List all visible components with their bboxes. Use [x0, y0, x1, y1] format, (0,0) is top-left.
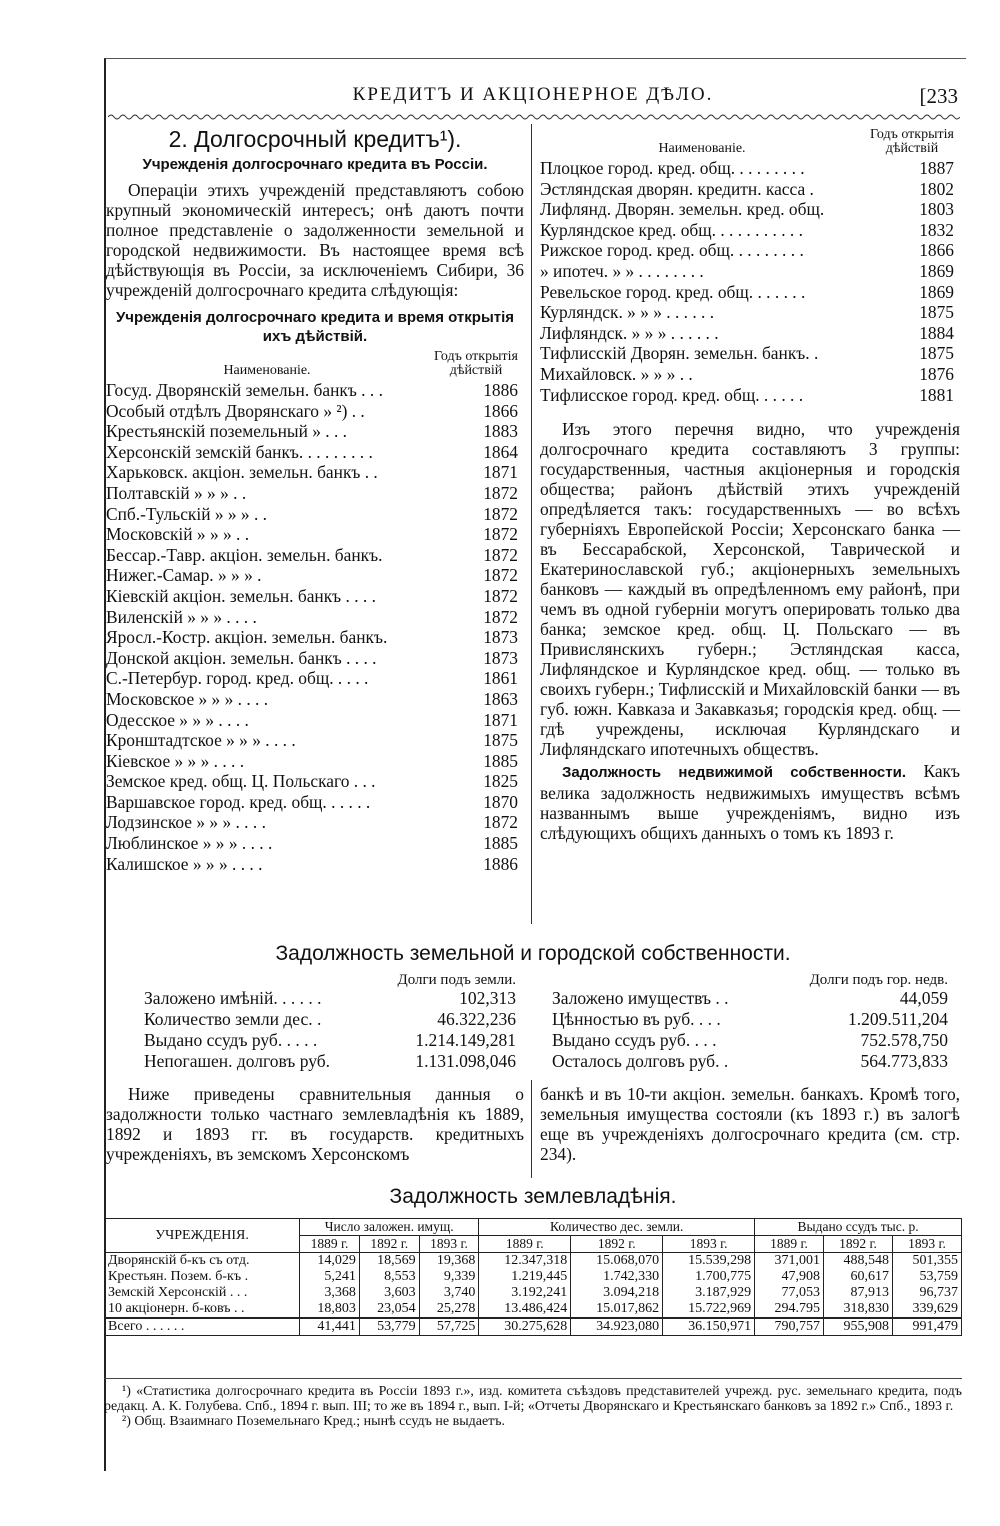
debt-row: [144, 1030, 516, 1051]
opening-year: 1872: [483, 503, 518, 524]
value-cell: 3.192,241: [479, 1285, 571, 1301]
institution-row: [106, 689, 524, 710]
institution-row: [106, 710, 524, 731]
value-cell: 14,029: [300, 1253, 360, 1270]
land-debt-header: Долги подъ земли.: [397, 972, 516, 988]
value-cell: 12.347,318: [479, 1253, 571, 1270]
debt-label: Количество земли дес. .: [144, 1009, 322, 1029]
institution-row: [540, 364, 960, 385]
institution-name: Донской акціон. земельн. банкъ . . . .: [106, 647, 377, 668]
opening-year: 1887: [919, 158, 954, 178]
institution-cell: Всего . . . . . .: [105, 1318, 300, 1336]
value-cell: 41,441: [300, 1318, 360, 1336]
institution-row: [540, 385, 960, 406]
debt-label: Непогашен. долговъ руб.: [144, 1051, 331, 1071]
value-cell: 36.150,971: [663, 1318, 755, 1336]
opening-year: 1861: [483, 668, 518, 689]
value-cell: 3,368: [300, 1285, 360, 1301]
column-divider: [531, 124, 532, 924]
section-subheading: Учрежденія долгосрочнаго кредита въ Россіи.: [142, 156, 488, 173]
year-header: 1893 г.: [663, 1236, 755, 1253]
debt-value: 102,313: [459, 988, 516, 1008]
debt-row: [144, 1009, 516, 1030]
opening-year: 1825: [483, 771, 518, 792]
value-cell: 19,368: [419, 1253, 479, 1270]
institution-row: [106, 442, 524, 463]
institution-row: [106, 545, 524, 566]
institution-cell: Дворянскій б-къ съ отд.: [105, 1253, 300, 1270]
institution-name: Московскій » » » . .: [106, 524, 250, 545]
value-cell: 15.017,862: [571, 1301, 663, 1318]
year-header: 1889 г.: [479, 1236, 571, 1253]
value-cell: 991,479: [892, 1318, 961, 1336]
debt-label: Осталось долговъ руб. .: [552, 1051, 729, 1071]
institution-name: Бессар.-Тавр. акціон. земельн. банкъ.: [106, 544, 383, 565]
institution-name: Нижег.-Самар. » » » .: [106, 565, 262, 586]
table-header: [540, 128, 960, 156]
col-year-header: Годъ открытія дѣйствій: [434, 349, 518, 378]
opening-year: 1883: [483, 421, 518, 442]
debt-paragraph-head: Задолжность недвижимой собственности.: [562, 764, 906, 782]
institution-name: Михайловск. » » » . .: [540, 363, 693, 384]
institution-name: Курляндское кред. общ. . . . . . . . . . .: [540, 219, 803, 240]
value-cell: 18,569: [359, 1253, 419, 1270]
debt-label: Выдано ссудъ руб. . . .: [552, 1030, 717, 1050]
opening-year: 1872: [483, 812, 518, 833]
table-title: Учрежденія долгосрочнаго кредита и время открытія ихъ дѣйствій.: [115, 309, 515, 345]
below-right-text: [540, 1084, 960, 1164]
table-row: [105, 1253, 962, 1270]
opening-year: 1881: [919, 384, 954, 405]
institution-row: [540, 323, 960, 344]
value-cell: 47,908: [755, 1269, 824, 1285]
opening-year: 1863: [483, 688, 518, 709]
institutions-header: УЧРЕЖДЕНІЯ.: [105, 1219, 300, 1253]
institution-row: [106, 586, 524, 607]
value-cell: 25,278: [419, 1301, 479, 1318]
table-header: [106, 350, 524, 378]
value-cell: 1.742,330: [571, 1269, 663, 1285]
debt-row: [552, 1009, 948, 1030]
col-name-header: Наименованіе.: [223, 363, 311, 378]
value-cell: 3.094,218: [571, 1285, 663, 1301]
institution-name: Люблинское » » » . . . .: [106, 833, 273, 854]
institution-row: [106, 504, 524, 525]
opening-year: 1885: [483, 750, 518, 771]
institution-row: [106, 668, 524, 689]
total-row: [105, 1318, 962, 1336]
institution-name: Одесское » » » . . . .: [106, 709, 249, 730]
debt-row: [552, 1051, 948, 1072]
institution-row: [540, 282, 960, 303]
debt-value: 564.773,833: [860, 1051, 948, 1071]
opening-year: 1872: [483, 524, 518, 545]
opening-year: 1803: [919, 199, 954, 220]
institution-row: [540, 240, 960, 261]
institution-name: Кіевское » » » . . . .: [106, 750, 245, 771]
opening-year: 1871: [483, 709, 518, 730]
debt-row: [144, 988, 516, 1009]
institution-cell: Земскій Херсонскій . . .: [105, 1285, 300, 1301]
institution-row: [106, 607, 524, 628]
opening-year: 1886: [483, 380, 518, 400]
year-header: 1889 г.: [300, 1236, 360, 1253]
institution-row: [106, 462, 524, 483]
institution-row: [540, 158, 960, 179]
value-cell: 3,740: [419, 1285, 479, 1301]
opening-year: 1866: [483, 400, 518, 421]
land-debt-table: [104, 1218, 962, 1336]
year-header: 1893 г.: [892, 1236, 961, 1253]
group-header: Выдано ссудъ тыс. р.: [755, 1219, 962, 1236]
value-cell: 18,803: [300, 1301, 360, 1318]
institution-row: [540, 302, 960, 323]
institution-name: Рижское город. кред. общ. . . . . . . . .: [540, 240, 804, 261]
table-row: [105, 1285, 962, 1301]
footnote-1: ¹) «Статистика долгосрочнаго кредита въ Россіи 1893 г.», изд. комитета съѣздовъ представителей учрежд. рус. земельнаго кредита, подъ редакц. А. К. Голубева. Спб., 1894 г. вып. III; то же въ 1894 г., вып. I-й; «Отчеты Дворянскаго и Крестьянскаго банковъ за 1892 г.» Спб., 1893 г.: [104, 1384, 962, 1414]
institution-row: [106, 421, 524, 442]
opening-year: 1869: [919, 260, 954, 281]
value-cell: 53,759: [892, 1269, 961, 1285]
value-cell: 77,053: [755, 1285, 824, 1301]
debt-section-title: Задолжность земельной и городской собственности.: [275, 942, 791, 965]
institution-name: Виленскій » » » . . . .: [106, 606, 257, 627]
right-column: [540, 124, 960, 843]
left-column: [106, 124, 524, 874]
institution-row: [106, 524, 524, 545]
opening-year: 1864: [483, 441, 518, 462]
value-cell: 57,725: [419, 1318, 479, 1336]
institution-name: Крестьянскій поземельный » . . .: [106, 421, 348, 442]
opening-year: 1872: [483, 482, 518, 503]
opening-year: 1875: [919, 302, 954, 323]
running-title: КРЕДИТЪ И АКЦІОНЕРНОЕ ДѢЛО.: [352, 84, 714, 105]
debt-value: 46.322,236: [437, 1009, 516, 1029]
value-cell: 1.700,775: [663, 1269, 755, 1285]
value-cell: 8,553: [359, 1269, 419, 1285]
institution-name: Земское кред. общ. Ц. Польскаго . . .: [106, 771, 376, 792]
value-cell: 371,001: [755, 1253, 824, 1270]
opening-year: 1872: [483, 565, 518, 586]
value-cell: 15.722,969: [663, 1301, 755, 1318]
institution-name: Ревельское город. кред. общ. . . . . . .: [540, 281, 806, 302]
value-cell: 53,779: [359, 1318, 419, 1336]
institution-name: Плоцкое город. кред. общ. . . . . . . . .: [540, 158, 805, 178]
institution-name: Харьковск. акціон. земельн. банкъ . .: [106, 462, 378, 483]
institution-row: [106, 380, 524, 401]
year-header: 1892 г.: [824, 1236, 893, 1253]
institution-name: Особый отдѣлъ Дворянскаго » ²) . .: [106, 400, 365, 421]
year-header: 1889 г.: [755, 1236, 824, 1253]
institution-name: Яросл.-Костр. акціон. земельн. банкъ.: [106, 627, 388, 648]
institution-name: Госуд. Дворянскій земельн. банкъ . . .: [106, 380, 383, 400]
opening-year: 1875: [919, 343, 954, 364]
city-debt-header: Долги подъ гор. недв.: [809, 972, 948, 988]
table-row: [105, 1269, 962, 1285]
institution-row: [106, 565, 524, 586]
value-cell: 23,054: [359, 1301, 419, 1318]
column-divider: [531, 1080, 532, 1178]
col-year-header: Годъ открытія дѣйствій: [870, 127, 954, 156]
institution-row: [106, 401, 524, 422]
opening-year: 1832: [919, 219, 954, 240]
value-cell: 339,629: [892, 1301, 961, 1318]
opening-year: 1872: [483, 585, 518, 606]
page-number: [233: [919, 84, 958, 108]
opening-year: 1886: [483, 853, 518, 874]
institution-name: Тифлисскій Дворян. земельн. банкъ. .: [540, 343, 819, 364]
value-cell: 15.539,298: [663, 1253, 755, 1270]
comparison-paragraph-cont: банкѣ и въ 10-ти акціон. земельн. банкахъ. Кромѣ того, земельныя имущества состояли (къ 1893 г.) въ залогѣ еще въ учрежденіяхъ долгосрочнаго кредита (см. стр. 234).: [540, 1084, 960, 1164]
comparison-paragraph: Ниже приведены сравнительныя данныя о задолжности только частнаго землевладѣнія къ 1889, 1892 и 1893 гг. въ государств. кредитныхъ учрежденіяхъ, въ земскомъ Херсонскомъ: [106, 1084, 524, 1164]
debt-row: [144, 1051, 516, 1072]
institution-name: Московское » » » . . . .: [106, 688, 269, 709]
col-name-header: Наименованіе.: [658, 141, 746, 156]
year-header: 1893 г.: [419, 1236, 479, 1253]
footnote-2: ²) Общ. Взаимнаго Поземельнаго Кред.; нынѣ ссудъ не выдаетъ.: [122, 1414, 506, 1429]
value-cell: 3.187,929: [663, 1285, 755, 1301]
institution-row: [106, 730, 524, 751]
intro-paragraph: Операціи этихъ учрежденій представляютъ собою крупный экономическій интересъ; онѣ даютъ почти полное представленіе о задолженности земельной и городской недвижимости. Въ настоящее время всѣ дѣйствующія въ Россіи, за исключеніемъ Сибири, 36 учрежденій долгосрочнаго кредита слѣдующія:: [106, 180, 524, 300]
institution-name: С.-Петербур. город. кред. общ. . . . .: [106, 668, 369, 689]
value-cell: 488,548: [824, 1253, 893, 1270]
debt-label: Заложено имуществъ . .: [552, 988, 729, 1008]
debt-paragraph: [540, 761, 960, 843]
institution-cell: Крестьян. Позем. б-къ .: [105, 1269, 300, 1285]
institution-row: [106, 792, 524, 813]
opening-year: 1802: [919, 178, 954, 199]
debt-value: 44,059: [899, 988, 948, 1008]
institutions-list: [540, 158, 960, 405]
value-cell: 294.795: [755, 1301, 824, 1318]
footnote-rule: [104, 1378, 962, 1379]
value-cell: 955,908: [824, 1318, 893, 1336]
opening-year: 1873: [483, 627, 518, 648]
institution-row: [106, 483, 524, 504]
institution-name: Лифляндск. » » » . . . . . .: [540, 322, 719, 343]
opening-year: 1884: [919, 322, 954, 343]
opening-year: 1866: [919, 240, 954, 261]
value-cell: 5,241: [300, 1269, 360, 1285]
institution-row: [106, 833, 524, 854]
opening-year: 1876: [919, 363, 954, 384]
opening-year: 1872: [483, 544, 518, 565]
groups-paragraph: Изъ этого перечня видно, что учрежденія долгосрочнаго кредита составляютъ 3 группы: государственныя, частныя акціонерныя и городскія общества; районъ дѣйствій этихъ учрежденій опредѣляется такъ: государственныхъ — во всѣхъ губерніяхъ Европейской Россіи; Херсонскаго банка — въ Бессарабской, Херсонской, Таврической и Екатеринославской губ.; акціонерныхъ земельныхъ банковъ — каждый въ опредѣленномъ ему районѣ, при чемъ въ одной губерніи могутъ оперировать только два банка; земское кред. общ. Ц. Польскаго — въ Привислянскихъ губерн.; Эстляндская касса, Лифляндское и Курляндское кред. общ. — только въ своихъ губерн.; Тифлисскій и Михайловскій банки — въ губ. южн. Кавказа и Закавказья; городскія кред. общ. — гдѣ учреждены, исключая Курляндскаго и Лифляндскаго ипотечныхъ обществъ.: [540, 419, 960, 760]
footnotes: [104, 1384, 962, 1429]
value-cell: 34.923,080: [571, 1318, 663, 1336]
land-debt-block: [144, 972, 516, 1072]
institution-row: [540, 343, 960, 364]
opening-year: 1872: [483, 606, 518, 627]
institution-row: [106, 771, 524, 792]
value-cell: 15.068,070: [571, 1253, 663, 1270]
institution-row: [540, 261, 960, 282]
group-header: Число заложен. имущ.: [300, 1219, 479, 1236]
value-cell: 3,603: [359, 1285, 419, 1301]
debt-value: 752.578,750: [860, 1030, 948, 1050]
value-cell: 96,737: [892, 1285, 961, 1301]
table-row: [105, 1301, 962, 1318]
opening-year: 1873: [483, 647, 518, 668]
opening-year: 1871: [483, 462, 518, 483]
page-header: [104, 84, 962, 112]
debt-label: Выдано ссудъ руб. . . . .: [144, 1030, 318, 1050]
institution-name: Курляндск. » » » . . . . . .: [540, 302, 715, 323]
city-debt-block: [552, 972, 948, 1072]
value-cell: 318,830: [824, 1301, 893, 1318]
value-cell: 501,355: [892, 1253, 961, 1270]
institution-name: » ипотеч. » » . . . . . . . .: [540, 260, 704, 281]
debt-value: 1.214.149,281: [415, 1030, 516, 1050]
debt-label: Заложено имѣній. . . . . .: [144, 988, 322, 1008]
institution-name: Тифлисское город. кред. общ. . . . . .: [540, 384, 804, 405]
institution-name: Полтавскій » » » . .: [106, 482, 247, 503]
year-header: 1892 г.: [571, 1236, 663, 1253]
opening-year: 1870: [483, 791, 518, 812]
institution-row: [540, 179, 960, 200]
institution-name: Калишское » » » . . . .: [106, 853, 263, 874]
institution-name: Кіевскій акціон. земельн. банкъ . . . .: [106, 585, 376, 606]
opening-year: 1875: [483, 730, 518, 751]
institution-name: Кронштадтское » » » . . . .: [106, 730, 296, 751]
value-cell: 87,913: [824, 1285, 893, 1301]
value-cell: 790,757: [755, 1318, 824, 1336]
year-header: 1892 г.: [359, 1236, 419, 1253]
institution-name: Эстляндская дворян. кредитн. касса .: [540, 178, 814, 199]
debt-value: 1.209.511,204: [848, 1009, 948, 1029]
value-cell: 1.219,445: [479, 1269, 571, 1285]
institution-name: Спб.-Тульскій » » » . .: [106, 503, 268, 524]
land-table-title: Задолжность землевладѣнія.: [389, 1185, 677, 1208]
group-header: Количество дес. земли.: [479, 1219, 755, 1236]
debt-value: 1.131.098,046: [415, 1051, 516, 1071]
value-cell: 60,617: [824, 1269, 893, 1285]
institution-row: [106, 627, 524, 648]
institution-row: [106, 648, 524, 669]
debt-paragraph-text: Какъ велика задолжность недвижимыхъ имуществъ всѣмъ названнымъ выше учрежденіямъ, видно изъ слѣдующихъ общихъ данныхъ о томъ къ 1893 г.: [540, 761, 960, 844]
institutions-list: [106, 380, 524, 874]
opening-year: 1869: [919, 281, 954, 302]
institution-row: [540, 220, 960, 241]
debt-label: Цѣнностью въ руб. . . .: [552, 1009, 721, 1029]
institution-name: Херсонскій земскій банкъ. . . . . . . . .: [106, 441, 373, 462]
value-cell: 30.275,628: [479, 1318, 571, 1336]
institution-cell: 10 акціонерн. б-ковъ . .: [105, 1301, 300, 1318]
institution-name: Лодзинское » » » . . . .: [106, 812, 266, 833]
institution-row: [106, 751, 524, 772]
opening-year: 1885: [483, 833, 518, 854]
institution-name: Лифлянд. Дворян. земельн. кред. общ.: [540, 199, 825, 220]
institution-name: Варшавское город. кред. общ. . . . . .: [106, 791, 371, 812]
value-cell: 9,339: [419, 1269, 479, 1285]
debt-row: [552, 1030, 948, 1051]
value-cell: 13.486,424: [479, 1301, 571, 1318]
institution-row: [106, 812, 524, 833]
wavy-divider: [108, 112, 960, 122]
institution-row: [540, 199, 960, 220]
debt-row: [552, 988, 948, 1009]
below-left-text: [106, 1084, 524, 1164]
institution-row: [106, 854, 524, 875]
section-heading: 2. Долгосрочный кредитъ¹).: [168, 126, 462, 152]
